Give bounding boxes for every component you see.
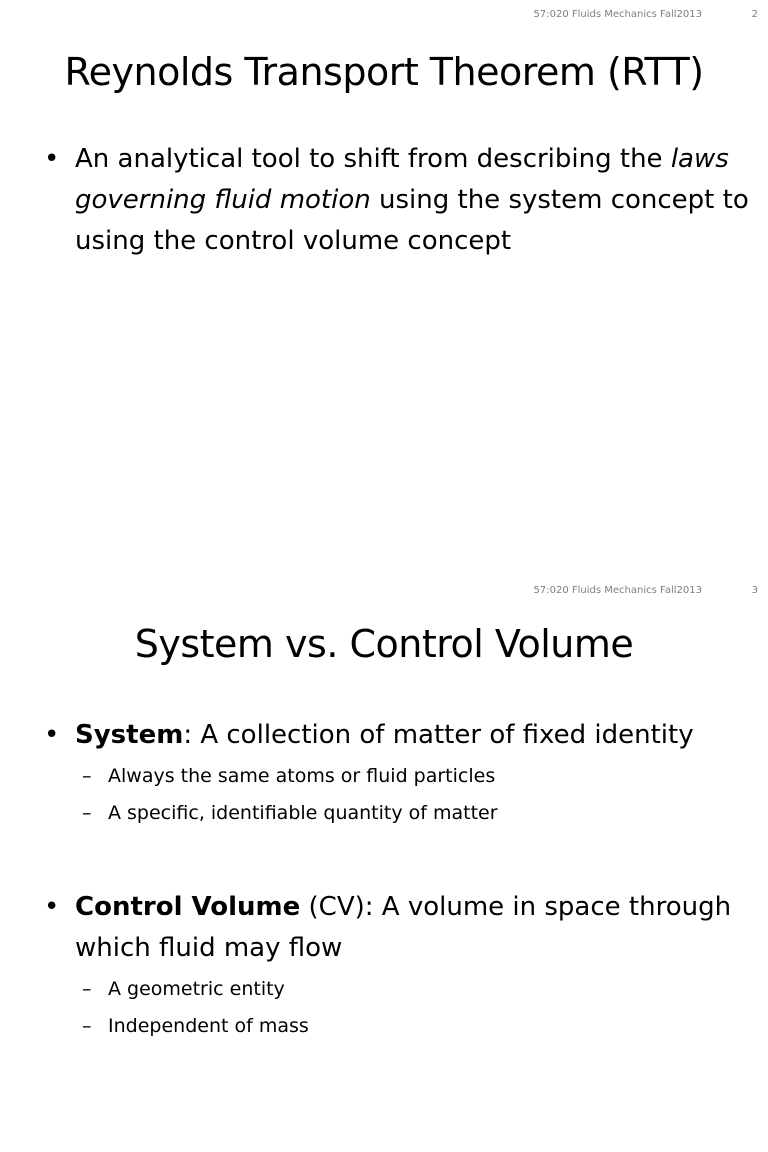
slide-title: System vs. Control Volume [134, 622, 634, 666]
bullet-rtt-definition [44, 139, 756, 262]
course-label: 57:020 Fluids Mechanics Fall2013 [533, 9, 702, 20]
sub-bullet [82, 800, 762, 826]
slide-header [0, 9, 768, 23]
dash-marker: – [82, 765, 92, 787]
sub-bullet-text: A specific, identifiable quantity of matter [108, 802, 498, 824]
dash-marker: – [82, 1015, 92, 1037]
dash-marker: – [82, 802, 92, 824]
bullet-definition: (CV): A volume in space through which fluid may flow [75, 892, 732, 963]
bullet-text [75, 715, 756, 756]
dash-marker: – [82, 978, 92, 1000]
slide-title: Reynolds Transport Theorem (RTT) [64, 50, 704, 94]
bullet-system [44, 715, 756, 756]
bullet-marker: • [44, 720, 60, 750]
sub-bullet-text: A geometric entity [108, 978, 285, 1000]
page-number: 3 [751, 585, 758, 596]
sub-bullet [82, 1013, 762, 1039]
bullet-definition: : A collection of matter of fixed identity [183, 720, 694, 750]
bullet-text [75, 139, 756, 262]
sub-bullet [82, 976, 762, 1002]
slide-header [0, 585, 768, 599]
page-number: 2 [751, 9, 758, 20]
bullet-marker: • [44, 892, 60, 922]
bullet-control-volume [44, 887, 756, 969]
sub-bullet [82, 763, 762, 789]
sub-bullet-text: Independent of mass [108, 1015, 309, 1037]
bullet-marker: • [44, 144, 60, 174]
bullet-term: System [75, 720, 184, 750]
sub-bullet-text: Always the same atoms or fluid particles [108, 765, 496, 787]
bullet-text-start: An analytical tool to shift from describing the [75, 144, 671, 174]
course-label: 57:020 Fluids Mechanics Fall2013 [533, 585, 702, 596]
bullet-text-italic: laws governing fluid motion [75, 144, 729, 215]
bullet-term: Control Volume [75, 892, 301, 922]
slide-page-3 [0, 576, 768, 1152]
bullet-text-end: using the system concept to using the control volume concept [75, 185, 749, 256]
bullet-text [75, 887, 756, 969]
